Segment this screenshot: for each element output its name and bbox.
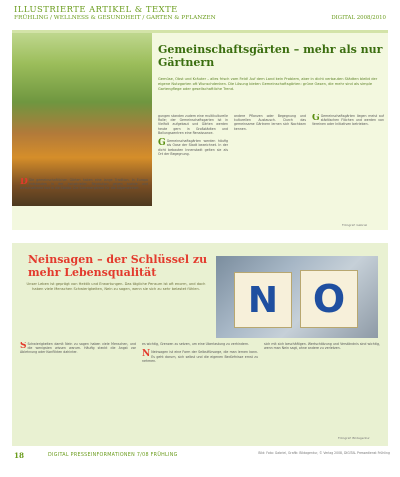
article2-column-2 bbox=[142, 342, 258, 438]
dropcap: N bbox=[142, 349, 151, 360]
header-issue: DIGITAL 2008/2010 bbox=[331, 15, 386, 21]
article-gemeinschaftsgaerten bbox=[12, 30, 388, 230]
article2-title: Neinsagen – der Schlüssel zu mehr Lebensqualität bbox=[28, 253, 208, 279]
article2-credit: Fotograf: Bildagentur bbox=[338, 436, 370, 440]
header-title: ILLUSTRIERTE ARTIKEL & TEXTE bbox=[14, 4, 178, 14]
article1-col1-text: Die gemeinschaftlichen Gärten haben eine lange Tradition. In Europa entstanden in der industriellen Revolution gegen soziale und wirtschaftliche Not in die Städte. Die Schrebergärten für die Allgemeinheit. bbox=[20, 178, 148, 191]
article1-column-3 bbox=[234, 114, 306, 222]
page-number: 18 bbox=[14, 451, 25, 460]
article2-col3-text: sich mit sich beschäftigen. Wertschätzung und Verständnis sind wichtig, wenn man Nein sagt, ohne andere zu verletzen. bbox=[264, 342, 380, 351]
footer-title: DIGITAL PRESSEINFORMATIONEN 7/08 FRÜHLING bbox=[48, 453, 178, 458]
dropcap: G bbox=[312, 114, 320, 123]
article1-column-2 bbox=[158, 114, 228, 222]
footer-credits: Bild: Foto: Gabriel, Grafik: Bildagentur, © Verlag 2008, DIGITAL Pressedienst Frühling bbox=[258, 451, 390, 455]
article1-column-4 bbox=[312, 114, 384, 222]
article2-col2b-text: Neinsagen ist eine Form der Selbstfürsorge, die man lernen kann. Es geht darum, sich selbst und die eigenen Bedürfnisse ernst zu nehmen. bbox=[142, 350, 258, 363]
dropcap: G bbox=[158, 138, 166, 149]
article1-title: Gemeinschaftsgärten – mehr als nur Gärtnern bbox=[158, 43, 383, 69]
article2-column-1 bbox=[20, 342, 136, 438]
block-o: O bbox=[300, 270, 358, 328]
article2-column-3 bbox=[264, 342, 380, 432]
page-header bbox=[0, 0, 400, 30]
article1-credit: Fotograf: Gabriel bbox=[342, 223, 368, 227]
article1-col3-text: andere Pflanzen oder Begegnung und kulturellen Austausch. Durch das gemeinsame Gärtnern lernen sich Nachbarn kennen. bbox=[234, 114, 306, 131]
article1-col2-text: gungen standen zudem eine multikulturelle Rolle; der Gemeinschaftsgarten ist in Vielfalt aufgebaut und Gärten werden heute gern in Großstädten und Ballungszentren eine Renaissance. bbox=[158, 114, 228, 135]
article2-col2-text: es wichtig, Grenzen zu setzen, um eine Überlastung zu verhindern. bbox=[142, 342, 250, 346]
article1-col2b-text: Gemeinschaftsgärten werden häufig als Oase der Stadt bezeichnet. In der dicht bebauten Innenstadt gelten sie als Ort der Begegnung. bbox=[158, 139, 228, 156]
article-neinsagen bbox=[12, 243, 388, 446]
article1-column-1 bbox=[20, 178, 148, 224]
wooden-blocks-photo bbox=[216, 256, 378, 338]
article1-lead: Gemüse, Obst und Kräuter – alles frisch vom Feld! Auf dem Land kein Problem, aber in dicht verbauten Städten bleibt der eigene Nutzgarten oft Wunschdenken. Die Lösung bieten Gemeinschaftsgärten: grüne Oasen, die mehr sind als simple Gartengflege oder gesellschaftliche Trend. bbox=[158, 77, 378, 91]
header-subtitle: FRÜHLING / WELLNESS & GESUNDHEIT / GARTEN & PFLANZEN bbox=[14, 15, 216, 21]
dropcap: D bbox=[20, 178, 28, 187]
article2-lead: Unser Leben ist geprägt von Hektik und Erwartungen. Das tägliche Pensum ist oft enorm, und doch haben viele Menschen Schwierigkeiten, Nein zu sagen, wenn sie sich zu sehr belastet fühlen. bbox=[26, 282, 206, 291]
block-n: N bbox=[234, 272, 292, 328]
article1-col3b-text: Gemeinschaftsgärten liegen meist auf städtischen Flächen und werden von Vereinen oder Initiativen betrieben. bbox=[312, 114, 384, 127]
dropcap: S bbox=[20, 342, 27, 351]
article2-col1-text: Schwierigkeiten damit Nein zu sagen haben viele Menschen, und die wenigsten wissen warum. Häufig steckt die Angst vor Ablehnung oder Konflikten dahinter. bbox=[20, 342, 136, 355]
